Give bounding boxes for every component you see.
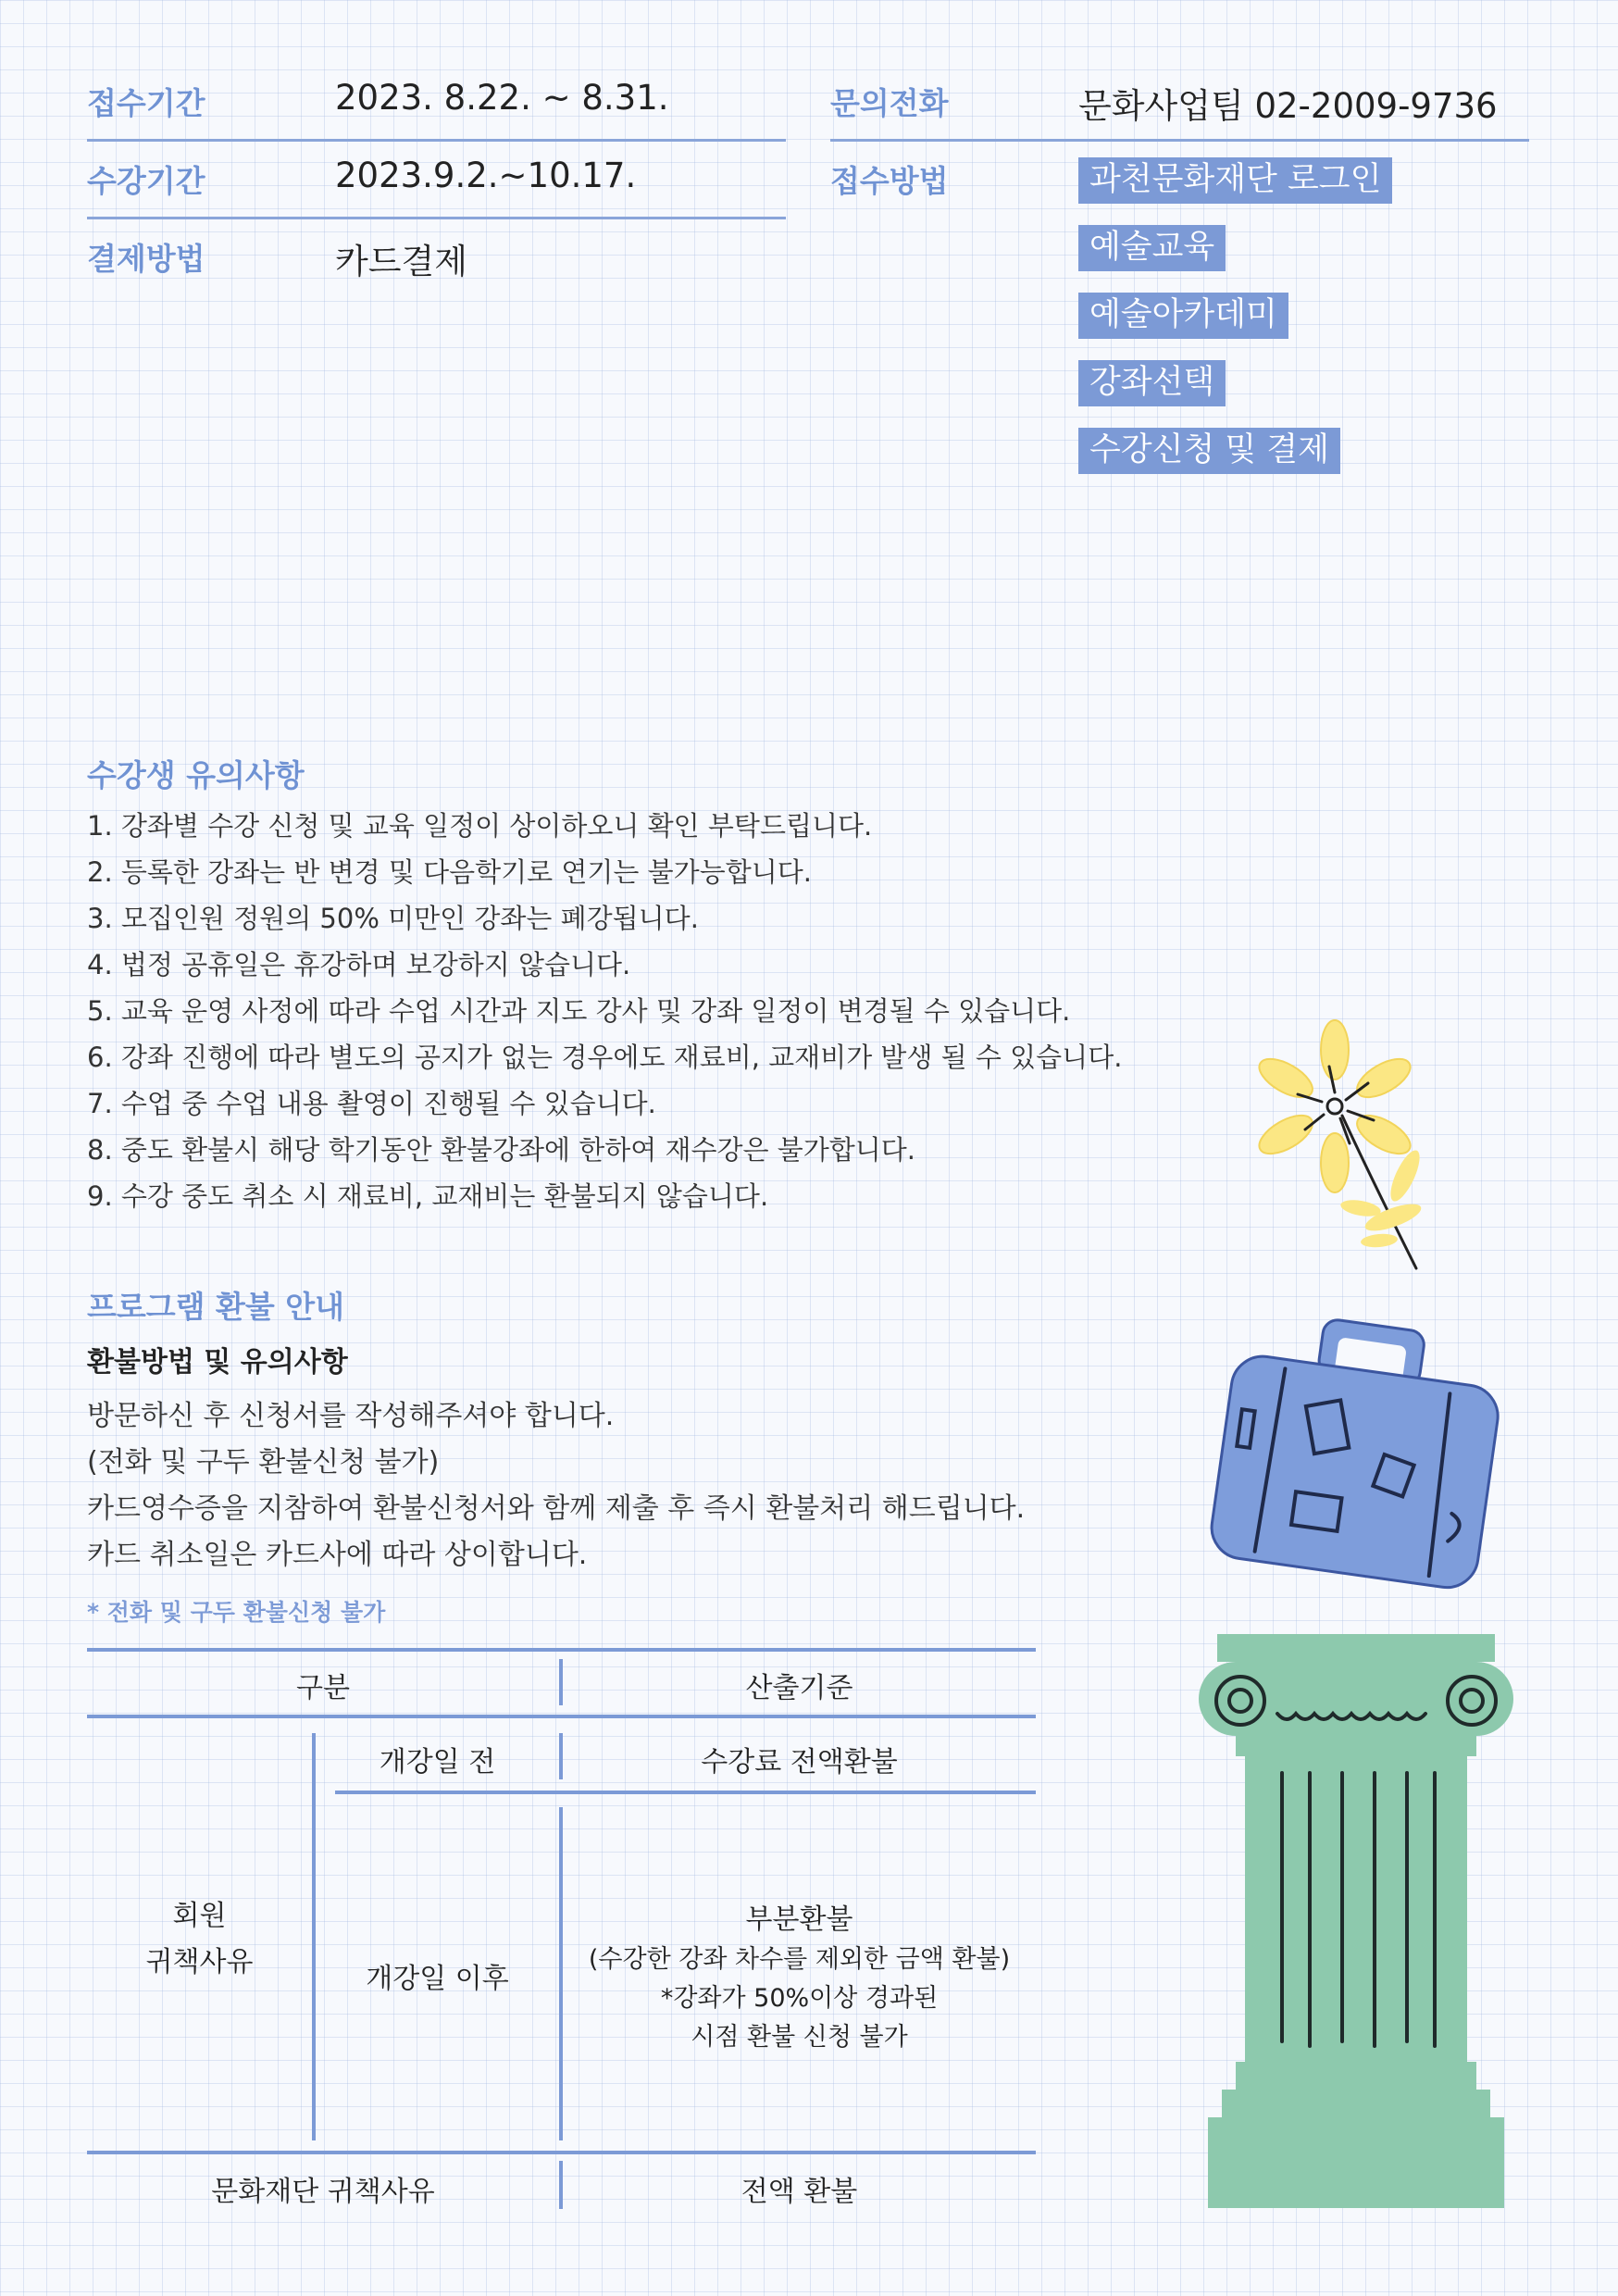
notice-item: 6. 강좌 진행에 따라 별도의 공지가 없는 경우에도 재료비, 교재비가 발생 될 수 있습니다. (87, 1042, 1123, 1073)
suitcase-illustration (1203, 1315, 1509, 1611)
header-criteria: 산출기준 (745, 1672, 853, 1704)
refund-line: 카드 취소일은 카드사에 따라 상이합니다. (87, 1539, 588, 1571)
refund-subtitle: 환불방법 및 유의사항 (87, 1346, 348, 1379)
notice-item: 4. 법정 공휴일은 휴강하며 보강하지 않습니다. (87, 949, 631, 980)
method-step-register-pay: 수강신청 및 결제 (1078, 428, 1340, 474)
ionic-column-illustration (1180, 1634, 1532, 2208)
notice-item: 7. 수업 중 수업 내용 촬영이 진행될 수 있습니다. (87, 1088, 656, 1119)
table-rule (87, 1715, 1036, 1718)
table-rule (87, 1648, 1036, 1652)
notice-item: 2. 등록한 강좌는 반 변경 및 다음학기로 연기는 불가능합니다. (87, 856, 812, 888)
refund-title: 프로그램 환불 안내 (87, 1289, 345, 1325)
after-start-value-note: 시점 환불 신청 불가 (691, 2023, 908, 2052)
refund-line: 방문하신 후 신청서를 작성해주셔야 합니다. (87, 1400, 615, 1432)
refund-line: (전화 및 구두 환불신청 불가) (87, 1446, 440, 1479)
after-start-label: 개강일 이후 (366, 1963, 509, 1995)
reception-period-value: 2023. 8.22. ~ 8.31. (335, 78, 669, 118)
notice-item: 5. 교육 운영 사정에 따라 수업 시간과 지도 강사 및 강좌 일정이 변경될 수 있습니다. (87, 995, 1071, 1027)
method-step-arts-academy: 예술아카데미 (1078, 293, 1288, 339)
reception-period-label: 접수기간 (87, 85, 205, 121)
foundation-fault-label: 문화재단 귀책사유 (211, 2176, 435, 2208)
before-start-label: 개강일 전 (379, 1746, 496, 1778)
refund-note: * 전화 및 구두 환불신청 불가 (87, 1599, 386, 1626)
refund-line: 카드영수증을 지참하여 환불신청서와 함께 제출 후 즉시 환불처리 해드립니다. (87, 1492, 1026, 1525)
course-period-value: 2023.9.2.~10.17. (335, 156, 637, 195)
notice-item: 9. 수강 중도 취소 시 재료비, 교재비는 환불되지 않습니다. (87, 1180, 769, 1212)
inquiry-value: 문화사업팀 02-2009-9736 (1078, 86, 1498, 126)
divider (87, 217, 786, 219)
inquiry-label: 문의전화 (830, 85, 949, 121)
member-fault-label-line2: 귀책사유 (145, 1946, 254, 1978)
table-divider (312, 1733, 316, 2140)
flower-illustration (1250, 1018, 1435, 1287)
table-rule (335, 1791, 1036, 1794)
method-label: 접수방법 (830, 163, 949, 199)
member-fault-label-line1: 회원 (172, 1900, 227, 1932)
header-category: 구분 (296, 1672, 350, 1704)
method-step-arts-education: 예술교육 (1078, 225, 1226, 271)
method-step-login: 과천문화재단 로그인 (1078, 157, 1392, 204)
divider (830, 139, 1529, 142)
method-step-course-select: 강좌선택 (1078, 360, 1226, 406)
notice-item: 1. 강좌별 수강 신청 및 교육 일정이 상이하오니 확인 부탁드립니다. (87, 810, 873, 842)
before-start-value: 수강료 전액환불 (701, 1746, 898, 1778)
foundation-fault-value: 전액 환불 (741, 2176, 858, 2208)
after-start-value-detail: (수강한 강좌 차수를 제외한 금액 환불) (588, 1945, 1011, 1974)
notice-item: 8. 중도 환불시 해당 학기동안 환불강좌에 한하여 재수강은 불가합니다. (87, 1134, 916, 1166)
notice-item: 3. 모집인원 정원의 50% 미만인 강좌는 폐강됩니다. (87, 903, 699, 934)
payment-label: 결제방법 (87, 241, 205, 277)
table-rule (87, 2151, 1036, 2154)
after-start-value-title: 부분환불 (745, 1903, 853, 1936)
after-start-value-note: *강좌가 50%이상 경과된 (660, 1984, 939, 2013)
notices-title: 수강생 유의사항 (87, 757, 305, 793)
payment-value: 카드결제 (335, 242, 467, 281)
divider (87, 139, 786, 142)
course-period-label: 수강기간 (87, 163, 205, 199)
